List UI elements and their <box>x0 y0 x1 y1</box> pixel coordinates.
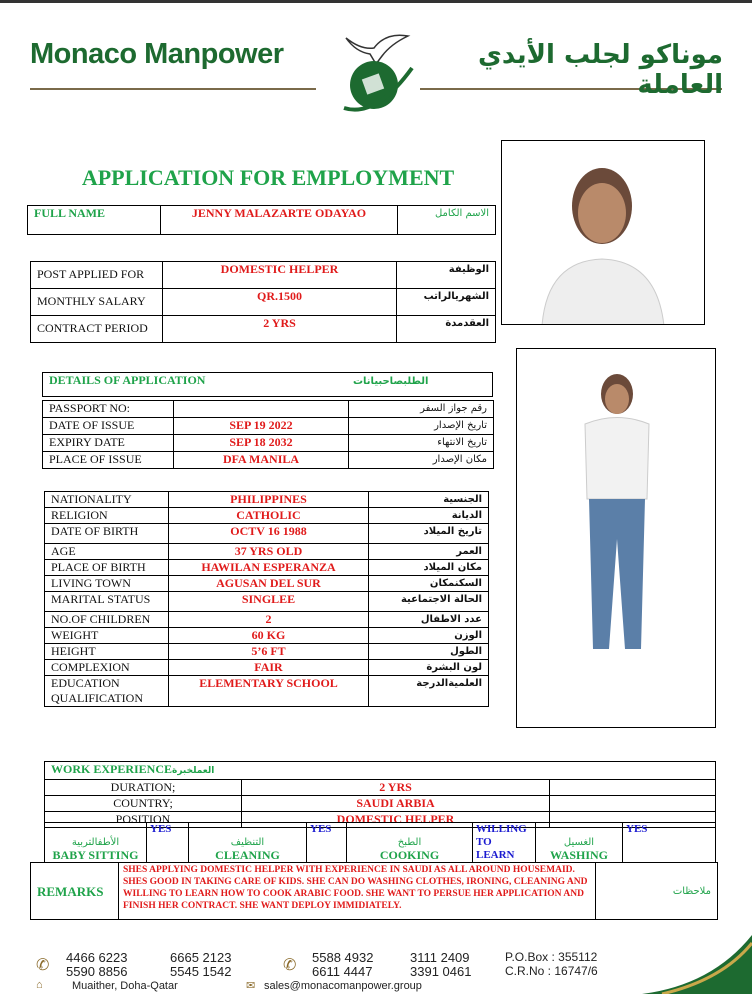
location-icon: ⌂ <box>36 979 43 991</box>
header-rule-left <box>30 88 316 90</box>
full-body-photo-icon <box>517 349 716 728</box>
cr-number: C.R.No : 16747/6 <box>505 964 598 978</box>
skill-value: YES <box>147 823 189 863</box>
details-title <box>43 373 493 397</box>
job-value: 2 YRS <box>163 316 397 343</box>
job-value: QR.1500 <box>163 289 397 316</box>
personal-label: EDUCATION QUALIFICATION <box>45 676 169 707</box>
portrait-photo-icon <box>502 141 705 325</box>
personal-label-arabic: الطول <box>369 644 489 660</box>
personal-label-arabic: الحالة الاجتماعية <box>369 592 489 612</box>
personal-value: AGUSAN DEL SUR <box>169 576 369 592</box>
phone-number: 4466 6223 <box>66 950 128 965</box>
email: sales@monacomanpower.group <box>264 980 422 992</box>
job-table <box>30 261 496 343</box>
skill-label-arabic: الغسيل <box>563 837 595 848</box>
work-value: SAUDI ARBIA <box>242 796 550 812</box>
passport-label-arabic: تاريخ الانتهاء <box>349 435 494 452</box>
job-value: DOMESTIC HELPER <box>163 262 397 289</box>
phone-icon: ✆ <box>36 957 50 974</box>
skill-label <box>189 823 307 863</box>
passport-label: DATE OF ISSUE <box>43 418 174 435</box>
personal-label-arabic: العلميةالدرجة <box>369 676 489 707</box>
skill-value: YES <box>307 823 347 863</box>
job-label: CONTRACT PERIOD <box>31 316 163 343</box>
personal-value: 60 KG <box>169 628 369 644</box>
personal-value: FAIR <box>169 660 369 676</box>
personal-label: NO.OF CHILDREN <box>45 612 169 628</box>
details-header <box>42 372 493 397</box>
personal-value: ELEMENTARY SCHOOL <box>169 676 369 707</box>
passport-label: PASSPORT NO: <box>43 401 174 418</box>
portrait-photo <box>501 140 705 325</box>
remarks-table <box>30 862 718 920</box>
personal-label: MARITAL STATUS <box>45 592 169 612</box>
remarks-text: SHES APPLYING DOMESTIC HELPER WITH EXPERIENCE IN SAUDI AS ALL AROUND HOUSEMAID. SHES GOOD IN TAKING CARE OF KIDS. SHE CAN DO WASHING CLOTHES, IRONING, CLEANING AND WILLING TO LEARN HOW TO COOK ARABIC FOOD. SHE WANT TO PERSUE HER APPLICATION AND FINISH HER CONTRACT. SHE WANT DEPLOY IMMIDIATELY. <box>119 863 596 920</box>
personal-value: HAWILAN ESPERANZA <box>169 560 369 576</box>
personal-label: WEIGHT <box>45 628 169 644</box>
personal-label-arabic: الوزن <box>369 628 489 644</box>
full-name-table <box>27 205 496 235</box>
personal-label-arabic: لون البشرة <box>369 660 489 676</box>
phone-number: 3111 2409 <box>410 950 470 965</box>
personal-label: RELIGION <box>45 508 169 524</box>
skill-label <box>536 823 623 863</box>
personal-value: 37 YRS OLD <box>169 544 369 560</box>
footer <box>0 935 752 994</box>
personal-table <box>44 491 489 707</box>
skill-label-text: BABY SITTING <box>52 848 139 862</box>
po-box: P.O.Box : 355112 <box>505 950 598 964</box>
work-value: DOMESTIC HELPER <box>242 812 550 828</box>
work-title-text: WORK EXPERIENCE <box>51 762 173 776</box>
footer-swoosh-icon <box>642 935 752 994</box>
passport-label-arabic: تاريخ الإصدار <box>349 418 494 435</box>
work-experience-title <box>45 762 716 780</box>
work-label: DURATION; <box>45 780 242 796</box>
job-label-arabic: الشهريالراتب <box>397 289 496 316</box>
details-title-text: DETAILS OF APPLICATION <box>49 373 206 387</box>
phone-number: 5590 8856 <box>66 964 128 979</box>
phone-icon: ✆ <box>283 957 297 974</box>
skill-label-text: WASHING <box>549 848 608 862</box>
full-name-label-arabic: الاسم الكامل <box>398 206 496 235</box>
phone-number: 3391 0461 <box>410 964 472 979</box>
personal-label: DATE OF BIRTH <box>45 524 169 544</box>
work-blank <box>550 796 716 812</box>
skill-label-arabic: الطبخ <box>397 837 422 848</box>
remarks-label: REMARKS <box>31 863 119 920</box>
work-title-arabic: العملخبرة <box>172 766 215 776</box>
work-blank <box>550 780 716 796</box>
passport-label: EXPIRY DATE <box>43 435 174 452</box>
personal-label-arabic: عدد الاطفال <box>369 612 489 628</box>
remarks-label-arabic: ملاحظات <box>596 863 718 920</box>
job-label-arabic: العقدمدة <box>397 316 496 343</box>
skill-label <box>347 823 473 863</box>
details-title-arabic: الطلبصاحبيانات <box>353 376 429 387</box>
skills-table <box>44 822 716 863</box>
skill-label-arabic: الأطفالتربية <box>71 837 120 848</box>
skill-label-text: CLEANING <box>215 848 280 862</box>
personal-value: CATHOLIC <box>169 508 369 524</box>
personal-label: HEIGHT <box>45 644 169 660</box>
job-label: MONTHLY SALARY <box>31 289 163 316</box>
skill-label-arabic: التنظيف <box>230 837 265 848</box>
skill-label <box>45 823 147 863</box>
personal-label-arabic: الجنسية <box>369 492 489 508</box>
personal-label-arabic: مكان الميلاد <box>369 560 489 576</box>
passport-value <box>174 401 349 418</box>
personal-label: NATIONALITY <box>45 492 169 508</box>
passport-value: SEP 19 2022 <box>174 418 349 435</box>
personal-value: SINGLEE <box>169 592 369 612</box>
passport-label-arabic: رقم جواز السفر <box>349 401 494 418</box>
passport-value: SEP 18 2032 <box>174 435 349 452</box>
passport-label-arabic: مكان الإصدار <box>349 452 494 469</box>
job-label: POST APPLIED FOR <box>31 262 163 289</box>
email-icon: ✉ <box>246 980 256 992</box>
top-bar <box>0 0 752 3</box>
full-name-value: JENNY MALAZARTE ODAYAO <box>161 206 398 235</box>
work-experience-table <box>44 761 716 828</box>
personal-label-arabic: الديانة <box>369 508 489 524</box>
personal-label: AGE <box>45 544 169 560</box>
full-body-photo <box>516 348 716 728</box>
personal-value: OCTV 16 1988 <box>169 524 369 544</box>
personal-label-arabic: تاريخ الميلاد <box>369 524 489 544</box>
skill-label-text: COOKING <box>379 848 440 862</box>
skill-value: YES <box>623 823 716 863</box>
page-title: APPLICATION FOR EMPLOYMENT <box>81 165 455 190</box>
personal-value: 2 <box>169 612 369 628</box>
personal-value: 5’6 FT <box>169 644 369 660</box>
work-label: COUNTRY; <box>45 796 242 812</box>
passport-table <box>42 400 494 469</box>
phone-number: 6665 2123 <box>170 950 232 965</box>
passport-value: DFA MANILA <box>174 452 349 469</box>
company-logo-icon <box>336 30 416 115</box>
passport-label: PLACE OF ISSUE <box>43 452 174 469</box>
full-name-label: FULL NAME <box>28 206 161 235</box>
personal-label-arabic: السكنمكان <box>369 576 489 592</box>
personal-label-arabic: العمر <box>369 544 489 560</box>
skill-value: WILLING TO LEARN <box>473 823 536 863</box>
brand-name-arabic: موناكو لجلب الأيدي العاملة <box>478 40 723 100</box>
personal-label: COMPLEXION <box>45 660 169 676</box>
phone-number: 5545 1542 <box>170 964 232 979</box>
work-label: POSITION <box>45 812 242 828</box>
job-label-arabic: الوظيفة <box>397 262 496 289</box>
phone-number: 6611 4447 <box>312 964 373 979</box>
personal-value: PHILIPPINES <box>169 492 369 508</box>
work-value: 2 YRS <box>242 780 550 796</box>
personal-label: LIVING TOWN <box>45 576 169 592</box>
brand-name: Monaco Manpower <box>30 38 284 70</box>
personal-label: PLACE OF BIRTH <box>45 560 169 576</box>
phone-number: 5588 4932 <box>312 950 374 965</box>
address: Muaither, Doha-Qatar <box>72 980 178 992</box>
